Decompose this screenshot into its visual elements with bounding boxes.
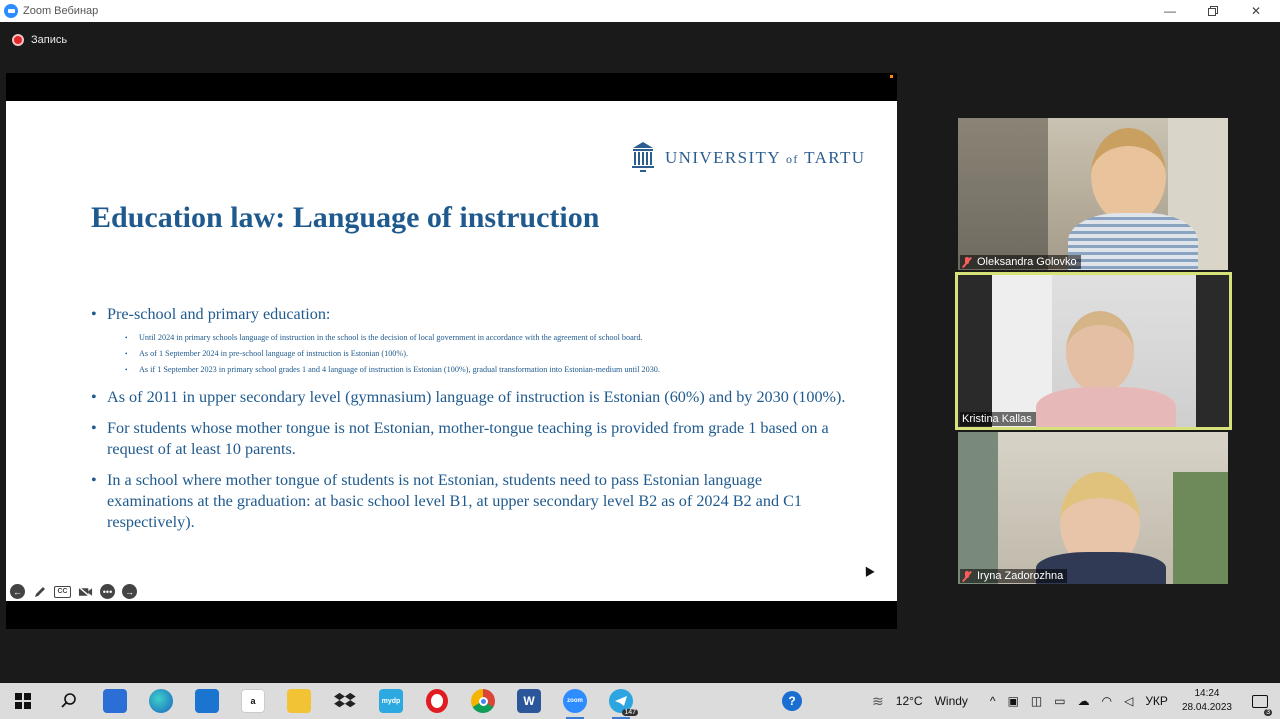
taskbar-amazon[interactable] xyxy=(230,683,276,719)
bullet-item: • As of 2011 in upper secondary level (gymnasium) language of instruction is Estonian (60%) and by 2030 (100%). xyxy=(91,388,846,406)
sub-bullet-text: Until 2024 in primary schools language of instruction in the school is the decision of local government in accordance with the agreement of school board. xyxy=(139,333,643,342)
close-button[interactable]: ✕ xyxy=(1250,4,1262,18)
wind-icon: ≋ xyxy=(872,692,884,709)
university-building-icon xyxy=(631,141,655,175)
participant-video-tile-active-speaker[interactable] xyxy=(955,272,1232,430)
logo-word-university: UNIVERSITY xyxy=(665,148,781,167)
clock-time: 14:24 xyxy=(1194,688,1220,699)
taskbar-store[interactable] xyxy=(92,683,138,719)
participant-name: Kristina Kallas xyxy=(962,413,1032,425)
notification-center[interactable] xyxy=(1240,683,1280,719)
opera-icon xyxy=(426,689,448,713)
weather-widget[interactable] xyxy=(872,693,974,710)
weather-temp: 12°C xyxy=(895,694,923,708)
previous-slide-icon[interactable]: ← xyxy=(10,584,25,599)
participant-name-tag xyxy=(960,412,1036,426)
more-options-icon[interactable]: ••• xyxy=(100,584,115,599)
bullet-item: • For students whose mother tongue is not Estonian, mother-tongue teaching is provided from grade 1 based on a request of at least 10 parents. xyxy=(91,418,851,460)
subtitles-icon[interactable]: CC xyxy=(54,586,71,598)
zoom-icon: zoom xyxy=(563,689,587,713)
show-hidden-icons-chevron-icon[interactable]: ^ xyxy=(989,694,996,708)
taskbar-dropbox[interactable] xyxy=(322,683,368,719)
share-indicator-dot xyxy=(890,75,893,78)
camera-off-icon[interactable] xyxy=(78,584,93,599)
recording-label: Запись xyxy=(31,34,68,46)
slide-bullets xyxy=(91,304,851,533)
battery-icon[interactable]: ▭ xyxy=(1054,694,1066,708)
chrome-icon xyxy=(471,689,495,713)
next-slide-icon[interactable]: → xyxy=(122,584,137,599)
sub-bullet-text: As if 1 September 2023 in primary school grades 1 and 4 language of instruction is Estonian (100%), gradual transformation into Estonian-medium until 2030. xyxy=(139,365,660,374)
taskbar-mail[interactable] xyxy=(184,683,230,719)
help-icon: ? xyxy=(782,691,802,711)
clock-date: 28.04.2023 xyxy=(1181,702,1232,713)
taskbar-telegram[interactable] xyxy=(598,683,644,719)
language-indicator[interactable]: УКР xyxy=(1145,694,1168,708)
participant-video-tile[interactable] xyxy=(958,118,1228,270)
notification-icon xyxy=(1252,695,1268,708)
restore-button[interactable] xyxy=(1193,0,1233,22)
word-icon: W xyxy=(517,689,541,713)
clock[interactable] xyxy=(1182,687,1232,715)
camera-icon[interactable]: ◫ xyxy=(1030,694,1043,708)
participant-video-tile[interactable] xyxy=(958,432,1228,584)
slide-title: Education law: Language of instruction xyxy=(91,201,600,234)
amazon-icon: a xyxy=(241,689,265,713)
system-tray xyxy=(772,683,1280,719)
help-tray-item[interactable] xyxy=(772,683,812,719)
mic-muted-icon xyxy=(962,571,972,582)
dropbox-icon xyxy=(334,691,356,711)
sub-bullet-item: • As of 1 September 2024 in pre-school language of instruction is Estonian (100%). xyxy=(125,346,851,362)
logo-word-of: of xyxy=(786,152,799,166)
telegram-unread-badge: 147 xyxy=(624,709,636,716)
microsoft-store-icon xyxy=(103,689,127,713)
shared-screen xyxy=(6,73,897,629)
bullet-item: • Pre-school and primary education: xyxy=(91,305,331,323)
search-icon xyxy=(60,692,78,710)
participant-name-tag xyxy=(960,569,1067,583)
file-explorer-icon xyxy=(287,689,311,713)
taskbar-opera[interactable] xyxy=(414,683,460,719)
search-button[interactable] xyxy=(46,683,92,719)
record-icon xyxy=(12,34,24,46)
minimize-button[interactable]: — xyxy=(1164,4,1176,18)
notification-count: 3 xyxy=(1266,709,1270,716)
mydp-icon: mydp xyxy=(379,689,403,713)
meeting-top-bar xyxy=(0,22,1280,72)
participant-name: Iryna Zadorozhna xyxy=(977,570,1064,582)
zoom-app-icon xyxy=(4,4,18,18)
sub-bullet-text: As of 1 September 2024 in pre-school language of instruction is Estonian (100%). xyxy=(139,349,408,358)
bullet-text: For students whose mother tongue is not Estonian, mother-tongue teaching is provided from grade 1 based on a request of at least 10 parents. xyxy=(107,419,829,458)
taskbar-explorer[interactable] xyxy=(276,683,322,719)
pen-icon[interactable] xyxy=(32,584,47,599)
logo-word-tartu: TARTU xyxy=(804,148,866,167)
participant-name-tag xyxy=(960,255,1081,269)
taskbar-word[interactable] xyxy=(506,683,552,719)
slideshow-toolbar xyxy=(10,584,137,599)
cloud-icon[interactable]: ☁ xyxy=(1077,694,1090,708)
start-button[interactable] xyxy=(0,683,46,719)
volume-icon[interactable]: ◁ xyxy=(1124,694,1134,708)
sub-bullet-item: • As if 1 September 2023 in primary school grades 1 and 4 language of instruction is Estonian (100%), gradual transformation into Estonian-medium until 2030. xyxy=(125,362,851,378)
screen-icon[interactable]: ▣ xyxy=(1007,694,1019,708)
edge-icon xyxy=(149,689,173,713)
mail-icon xyxy=(195,689,219,713)
university-logo xyxy=(631,141,865,175)
weather-desc: Windy xyxy=(934,694,968,708)
presentation-slide xyxy=(6,101,897,601)
sub-bullet-item: • Until 2024 in primary schools language of instruction in the school is the decision of local government in accordance with the agreement of school board. xyxy=(125,330,851,346)
bullet-text: In a school where mother tongue of students is not Estonian, students need to pass Estonian language examinations at the graduation: at basic school level B1, at upper secondary level B2 as of 2024 B2 and C1 respectively). xyxy=(107,471,802,531)
window-title: Zoom Вебинар xyxy=(23,5,99,17)
recording-indicator[interactable] xyxy=(12,34,67,46)
taskbar-chrome[interactable] xyxy=(460,683,506,719)
taskbar-mydp[interactable] xyxy=(368,683,414,719)
taskbar-edge[interactable] xyxy=(138,683,184,719)
window-titlebar xyxy=(0,0,1280,22)
bullet-item: • In a school where mother tongue of students is not Estonian, students need to pass Estonian language examinations at the graduation: at basic school level B1, at upper secondary level B2 as of 2024 B2 and C1 respectively). xyxy=(91,470,851,533)
mouse-cursor xyxy=(861,564,874,577)
taskbar-zoom[interactable] xyxy=(552,683,598,719)
windows-logo-icon xyxy=(15,693,31,709)
windows-taskbar xyxy=(0,683,1280,719)
mic-muted-icon xyxy=(962,257,972,268)
logo-text xyxy=(665,148,865,168)
participant-name: Oleksandra Golovko xyxy=(977,256,1077,268)
wifi-icon[interactable]: ◠ xyxy=(1101,694,1113,708)
bullet-text: As of 2011 in upper secondary level (gymnasium) language of instruction is Estonian (60%) and by 2030 (100%). xyxy=(107,388,846,406)
bullet-text: Pre-school and primary education: xyxy=(107,305,331,323)
